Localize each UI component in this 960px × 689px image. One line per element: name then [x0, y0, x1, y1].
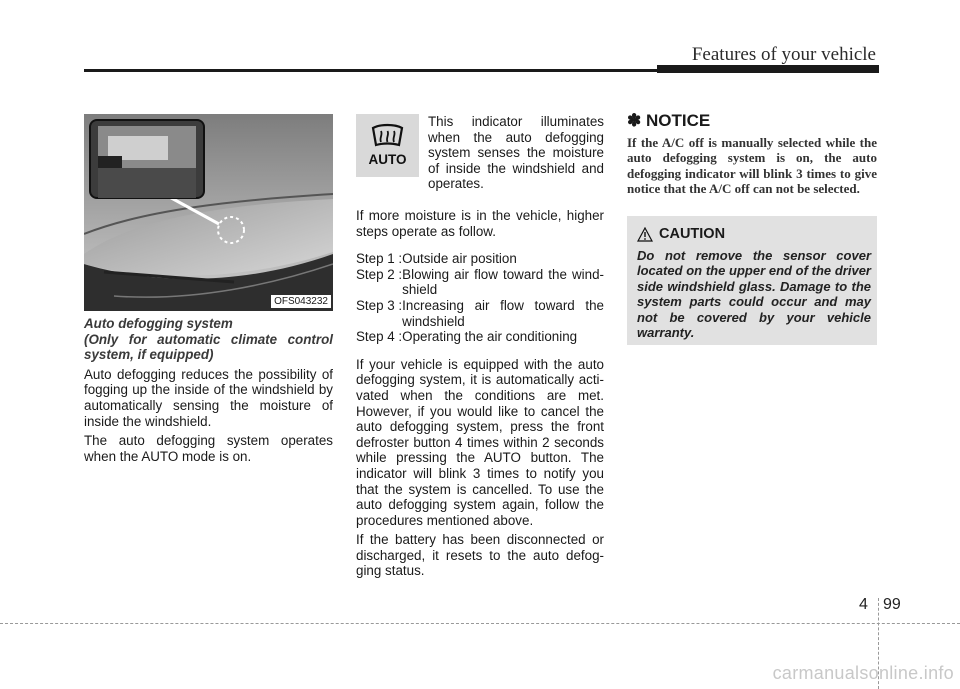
auto-icon-label: AUTO — [368, 152, 407, 167]
step-item — [356, 251, 604, 267]
left-column — [84, 316, 333, 464]
indicator-description: This indicator illuminates when the auto defogging system senses the moisture of inside the windshield and operates. — [428, 114, 604, 192]
defrost-auto-icon — [356, 114, 419, 177]
caution-box — [627, 216, 877, 345]
watermark: carmanualsonline.info — [772, 663, 954, 683]
paragraph-cancel-procedure: If your vehicle is equipped with the auto defogging system, it is automatically acti-vated when the conditions are met. However, if you would like to cancel the auto defogging system, press the front defroster button 4 times within 2 seconds while pressing the AUTO button. The indicator will blink 3 times to notify you that the system is cancelled. To use the auto defogging system again, follow the procedures mentioned above. — [356, 356, 604, 528]
caption-subtitle: (Only for automatic climate control system, if equipped) — [84, 331, 333, 363]
header-tab-bar — [657, 65, 879, 73]
paragraph-auto-defogging: Auto defogging reduces the possibility of fogging up the inside of the windshield by automatically sensing the moisture of inside the windshield. — [84, 366, 333, 429]
chapter-number: 4 — [859, 596, 868, 613]
step-item — [356, 329, 604, 345]
caution-header — [637, 226, 725, 242]
figure-code: OFS043232 — [271, 295, 331, 308]
notice-body: If the A/C off is manually selected while the auto defogging system is on, the auto defogging indicator will blink 3 times to give notice that the A/C off can not be selected. — [627, 135, 877, 196]
step-text: Blowing air flow toward the wind-shield — [402, 266, 604, 298]
step-label: Step 3 : — [356, 297, 403, 313]
paragraph-auto-mode: The auto defogging system operates when the AUTO mode is on. — [84, 433, 333, 464]
middle-column — [356, 208, 604, 579]
page-number: 99 — [883, 596, 901, 613]
step-label: Step 4 : — [356, 329, 403, 345]
caution-body: Do not remove the sensor cover located on the upper end of the driver side windshield glass. Damage to the system parts could occur and may not be covered by your vehicle warranty. — [637, 248, 871, 341]
step-label: Step 2 : — [356, 266, 403, 282]
auto-defog-indicator — [356, 114, 419, 177]
notice-block — [627, 111, 877, 196]
step-text: Outside air position — [402, 251, 517, 267]
step-item — [356, 267, 604, 298]
section-title: Features of your vehicle — [691, 44, 876, 65]
step-item — [356, 298, 604, 329]
paragraph-battery-reset: If the battery has been disconnected or discharged, it resets to the auto defog-ging status. — [356, 532, 604, 579]
caution-title: CAUTION — [659, 226, 726, 242]
steps-intro: If more moisture is in the vehicle, higher steps operate as follow. — [356, 208, 604, 239]
notice-title: ✽ NOTICE — [627, 111, 711, 130]
footer-divider — [0, 623, 960, 624]
warning-triangle-icon — [637, 227, 653, 242]
step-text: Operating the air conditioning — [402, 329, 578, 345]
windshield-photo — [84, 114, 333, 311]
caption-title: Auto defogging system — [84, 316, 233, 331]
step-text: Increasing air flow toward the windshield — [402, 297, 604, 329]
step-label: Step 1 : — [356, 251, 403, 267]
